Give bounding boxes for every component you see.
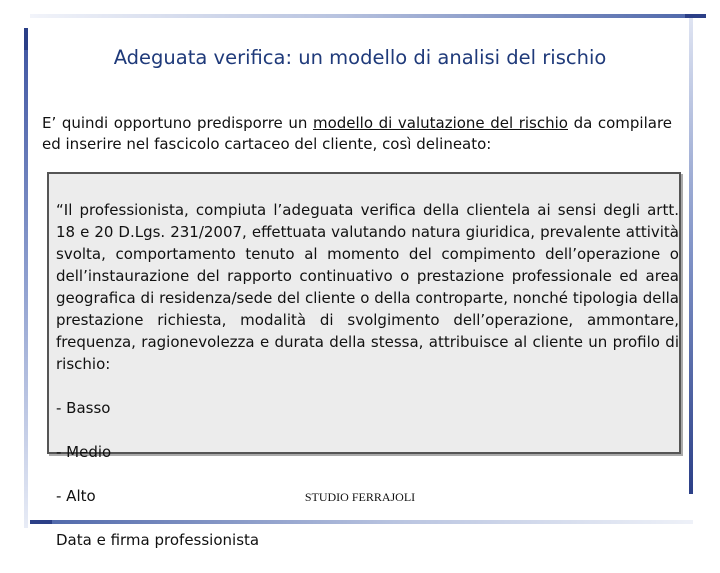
signature-line: Data e firma professionista [56, 531, 260, 549]
intro-text-end: da compilare ed inserire nel fascicolo cartaceo del cliente, così delineato: [42, 114, 673, 153]
left-border-accent [24, 28, 28, 50]
left-border-line [24, 28, 28, 528]
quote-content [56, 177, 679, 573]
risk-level-alto: - Alto [56, 487, 96, 505]
intro-paragraph [42, 113, 672, 155]
footer-studio-name: STUDIO FERRAJOLI [304, 490, 416, 504]
intro-underlined-phrase: modello di valutazione del rischio [312, 114, 568, 132]
right-border-line [689, 18, 693, 494]
quote-paragraph: “Il professionista, compiuta l’adeguata verifica della clientela ai sensi degli artt. 18 e 20 D.Lgs. 231/2007, effettuata valutando natura giuridica, prevalente attività svolta, comportamento tenuto al momento del compimento dell’operazione o dell’instaurazione del rapporto continuativo o prestazione professionale ed area geografica di residenza/sede del cliente o della controparte, nonché tipologia della prestazione richiesta, modalità di svolgimento dell’operazione, ammontare, frequenza, ragionevolezza e durata della stessa, attribuisce al cliente un profilo di rischio: [56, 201, 679, 373]
risk-level-medio: - Medio [56, 443, 112, 461]
risk-level-basso: - Basso [56, 399, 111, 417]
slide-title: Adeguata verifica: un modello di analisi del rischio [113, 46, 607, 69]
intro-text-start: E’ quindi opportuno predisporre un [42, 114, 313, 132]
bottom-border-accent [30, 520, 52, 524]
top-border-line [30, 14, 706, 18]
